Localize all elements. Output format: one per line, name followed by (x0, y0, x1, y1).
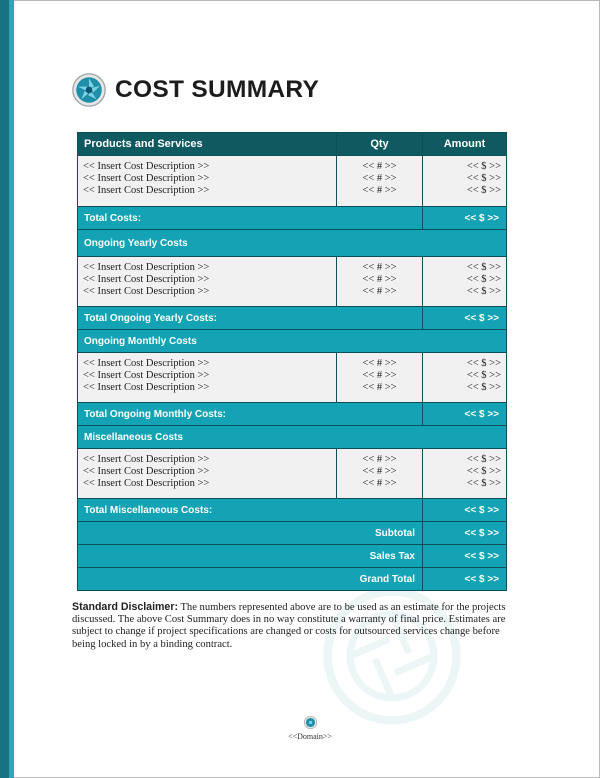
grand-total-row (78, 568, 507, 591)
total-yearly-amount: << $ >> (423, 307, 507, 330)
grand-total-amount: << $ >> (423, 568, 507, 591)
qty-value: << # >> (362, 274, 397, 285)
description-cell (78, 353, 337, 403)
amount-cell (423, 257, 507, 307)
description-cell (78, 156, 337, 207)
amount-value: << $ >> (466, 478, 501, 489)
cost-description: << Insert Cost Description >> (83, 173, 210, 184)
amount-value: << $ >> (466, 382, 501, 393)
cost-description: << Insert Cost Description >> (83, 286, 210, 297)
page-title: COST SUMMARY (115, 76, 320, 103)
cost-description: << Insert Cost Description >> (83, 358, 210, 369)
amount-cell (423, 449, 507, 499)
sales-tax-label: Sales Tax (78, 545, 423, 568)
grand-total-label: Grand Total (78, 568, 423, 591)
qty-value: << # >> (362, 262, 397, 273)
cost-summary-table (77, 132, 507, 591)
header-products: Products and Services (78, 133, 337, 156)
description-cell (78, 449, 337, 499)
total-monthly-label: Total Ongoing Monthly Costs: (78, 403, 423, 426)
total-monthly-amount: << $ >> (423, 403, 507, 426)
header-amount: Amount (423, 133, 507, 156)
cost-description: << Insert Cost Description >> (83, 161, 210, 172)
qty-cell (337, 353, 423, 403)
total-row (78, 207, 507, 230)
qty-value: << # >> (362, 173, 397, 184)
qty-cell (337, 257, 423, 307)
total-misc-label: Total Miscellaneous Costs: (78, 499, 423, 522)
cost-description: << Insert Cost Description >> (83, 454, 210, 465)
total-row (78, 307, 507, 330)
amount-value: << $ >> (466, 185, 501, 196)
section-heading-yearly: Ongoing Yearly Costs (78, 230, 507, 257)
amount-value: << $ >> (466, 173, 501, 184)
qty-value: << # >> (362, 478, 397, 489)
section-heading-row (78, 330, 507, 353)
qty-value: << # >> (362, 382, 397, 393)
total-row (78, 499, 507, 522)
total-costs-amount: << $ >> (423, 207, 507, 230)
footer-domain: <<Domain>> (288, 732, 332, 741)
section-heading-misc: Miscellaneous Costs (78, 426, 507, 449)
qty-value: << # >> (362, 466, 397, 477)
amount-cell (423, 156, 507, 207)
description-cell (78, 257, 337, 307)
table-row (78, 156, 507, 207)
total-costs-label: Total Costs: (78, 207, 423, 230)
qty-value: << # >> (362, 370, 397, 381)
subtotal-label: Subtotal (78, 522, 423, 545)
header (72, 73, 319, 107)
section-heading-monthly: Ongoing Monthly Costs (78, 330, 507, 353)
subtotal-row (78, 522, 507, 545)
subtotal-amount: << $ >> (423, 522, 507, 545)
table-header-row (78, 133, 507, 156)
left-stripe-light (9, 0, 14, 778)
header-qty: Qty (337, 133, 423, 156)
disclaimer-text: The numbers represented above are to be used as an estimate for the projects discussed. The above Cost Summary does in no way constitute a warranty of final price. Estimates are subject to change if project specifications are changed or costs for outsourced services change before being locked in by a binding contract. (72, 602, 506, 650)
cost-description: << Insert Cost Description >> (83, 466, 210, 477)
sales-tax-row (78, 545, 507, 568)
qty-cell (337, 156, 423, 207)
total-yearly-label: Total Ongoing Yearly Costs: (78, 307, 423, 330)
cost-description: << Insert Cost Description >> (83, 370, 210, 381)
left-stripe-dark (0, 0, 9, 778)
section-heading-row (78, 230, 507, 257)
qty-value: << # >> (362, 454, 397, 465)
total-row (78, 403, 507, 426)
qty-value: << # >> (362, 358, 397, 369)
amount-value: << $ >> (466, 262, 501, 273)
disclaimer (72, 601, 512, 651)
cost-description: << Insert Cost Description >> (83, 382, 210, 393)
cost-description: << Insert Cost Description >> (83, 262, 210, 273)
table-row (78, 353, 507, 403)
amount-value: << $ >> (466, 370, 501, 381)
disclaimer-label: Standard Disclaimer: (72, 601, 178, 613)
qty-value: << # >> (362, 161, 397, 172)
sales-tax-amount: << $ >> (423, 545, 507, 568)
amount-value: << $ >> (466, 454, 501, 465)
table-row (78, 257, 507, 307)
cost-description: << Insert Cost Description >> (83, 185, 210, 196)
amount-value: << $ >> (466, 161, 501, 172)
table-row (78, 449, 507, 499)
amount-value: << $ >> (466, 466, 501, 477)
qty-value: << # >> (362, 286, 397, 297)
camera-aperture-logo-icon (72, 73, 106, 107)
cost-description: << Insert Cost Description >> (83, 274, 210, 285)
cost-description: << Insert Cost Description >> (83, 478, 210, 489)
qty-cell (337, 449, 423, 499)
qty-value: << # >> (362, 185, 397, 196)
amount-cell (423, 353, 507, 403)
amount-value: << $ >> (466, 358, 501, 369)
amount-value: << $ >> (466, 274, 501, 285)
total-misc-amount: << $ >> (423, 499, 507, 522)
section-heading-row (78, 426, 507, 449)
camera-aperture-small-icon (304, 716, 317, 729)
amount-value: << $ >> (466, 286, 501, 297)
